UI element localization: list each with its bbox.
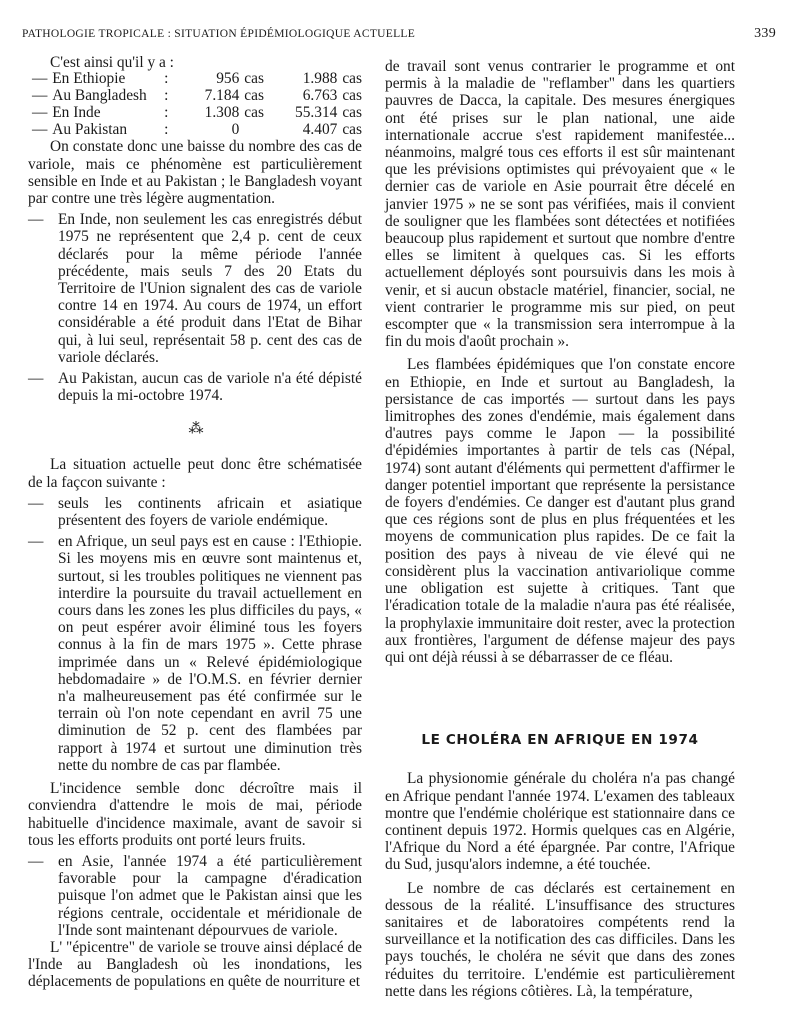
list-item-text: en Afrique, un seul pays est en cause : l'Ethiopie. Si les moyens mis en œuvre sont maintenus et, surtout, si les troubles politiques ne viennent pas interdire la poursuite du travail actuellement en cours dans les zones les plus difficiles du pays, « on peut espérer avoir éliminé tous les foyers connus à la fin de mars 1975 ». Cette phrase imprimée dans un « Relevé épidémiologique hebdomadaire » de l'O.M.S. en février dernier n'a malheureusement pas été confirmée sur le terrain où l'on note cependant en avril 75 une diminution de 52 p. cent des flambées par rapport à 1974 et surtout une diminution très nette du nombre de cas par flambée. bbox=[58, 533, 362, 774]
paragraph-incidence: L'incidence semble donc décroître mais il conviendra d'attendre le mois de mai, période habituelle d'incidence maximale, avant de savoir si tous les efforts produits ont porté leurs fruits. bbox=[28, 780, 362, 849]
stats-cell-dash: — bbox=[32, 103, 48, 121]
stats-cell-colon: : bbox=[164, 87, 169, 104]
paragraph-nombre: Le nombre de cas déclarés est certainement en dessous de la réalité. L'insuffisance des structures sanitaires et de laboratoires compétents rend la surveillance et la notification des cas difficiles. Dans les pays touchés, le choléra ne sévit que dans des zones réduites du territoire. L'endémie est particulièrement nette dans les régions côtières. Là, la température, bbox=[385, 879, 735, 1000]
right-column bbox=[385, 58, 735, 1000]
list-item-pakistan bbox=[28, 370, 362, 404]
paragraph-flambees: Les flambées épidémiques que l'on constate encore en Ethiopie, en Inde et surtout au Bangladesh, la persistance de cas importés — surtout dans les pays limitrophes des zones d'endémie, mais également dans d'autres pays comme le Japon — la possibilité d'épidémies importantes à partir de tels cas (Népal, 1974) sont autant d'éléments qui permettent d'affirmer le danger potentiel important que représente la persistance de foyers d'endémies. Ce danger est d'autant plus grand que ces régions sont de plus en plus fréquentées et les moyens de communication plus rapides. De ce fait la position des pays à niveau de vie élevé qui ne considèrent plus la vaccination antivariolique comme une obligation est sujette à critiques. Tant que l'éradication totale de la maladie n'aura pas été réalisée, la prophylaxie immunitaire doit rester, avec la protection aux frontières, l'argument de défense majeur des pays qui ont déjà réussi à se débarrasser de ce fléau. bbox=[385, 356, 735, 666]
stats-cell-unit-2: cas bbox=[342, 103, 362, 121]
stats-cell-unit-1: cas bbox=[244, 103, 264, 121]
list-dash: — bbox=[28, 211, 44, 229]
paragraph-constate: On constate donc une baisse du nombre des cas de variole, mais ce phénomène est particulièrement sensible en Inde et au Pakistan ; le Bangladesh voyant par contre une très légère augmentation. bbox=[28, 138, 362, 207]
stats-cell-country: En Inde bbox=[52, 103, 101, 121]
stats-cell-value-1: 7.184 bbox=[204, 87, 240, 104]
list-item-continents bbox=[28, 495, 362, 529]
page-number: 339 bbox=[754, 26, 776, 41]
stats-cell-unit-2: cas bbox=[342, 120, 362, 138]
stats-cell-dash: — bbox=[32, 70, 48, 88]
stats-cell-colon: : bbox=[164, 120, 169, 138]
stats-cell-unit-2: cas bbox=[342, 70, 362, 88]
list-item-inde bbox=[28, 211, 362, 366]
list-dash: — bbox=[28, 370, 44, 388]
table-row bbox=[32, 105, 362, 122]
stats-cell-unit-1 bbox=[239, 122, 285, 139]
stats-cell-colon: : bbox=[164, 70, 169, 88]
stats-cell-unit-2: cas bbox=[342, 87, 362, 104]
stats-cell-unit-1: cas bbox=[244, 87, 264, 104]
list-item-asie bbox=[28, 853, 362, 939]
stats-cell-value-1: 956 bbox=[216, 70, 240, 88]
table-row bbox=[32, 71, 362, 88]
list-item-text: En Inde, non seulement les cas enregistrés début 1975 ne représentent que 2,4 p. cent de ceux déclarés pour la même période l'année précédente, mais seuls 7 des 20 Etats du Territoire de l'Union signalent des cas de variole contre 14 en 1974. Au cours de 1974, un effort considérable a été produit dans l'Etat de Bihar qui, à lui seul, représentait 58 p. cent des cas de variole déclarés. bbox=[58, 211, 362, 366]
stats-intro: C'est ainsi qu'il y a : bbox=[50, 54, 174, 71]
table-row bbox=[32, 122, 362, 139]
left-column bbox=[28, 54, 362, 991]
stats-cell-country: Au Pakistan bbox=[52, 120, 128, 138]
stats-cell-country: Au Bangladesh bbox=[52, 87, 147, 104]
running-head bbox=[22, 26, 776, 42]
paragraph-situation: La situation actuelle peut donc être schématisée de la façcon suivante : bbox=[28, 456, 362, 491]
smallpox-cases-table bbox=[32, 71, 362, 138]
stats-cell-value-1: 1.308 bbox=[204, 103, 240, 121]
stats-cell-value-2: 55.314 bbox=[295, 103, 338, 121]
list-dash: — bbox=[28, 494, 44, 512]
stats-cell-dash: — bbox=[32, 87, 48, 104]
running-title: PATHOLOGIE TROPICALE : SITUATION ÉPIDÉMIOLOGIQUE ACTUELLE bbox=[22, 28, 416, 40]
stats-cell-dash: — bbox=[32, 120, 48, 138]
stats-cell-value-1: 0 bbox=[231, 120, 240, 138]
paragraph-physionomie: La physionomie générale du choléra n'a pas changé en Afrique pendant l'année 1974. L'examen des tableaux montre que l'endémie cholérique est stationnaire dans ce continent depuis 1972. Hormis quelques cas en Algérie, l'Afrique du Nord a été épargnée. Par contre, l'Afrique du Sud, jusqu'alors indemne, a été touchée. bbox=[385, 770, 735, 874]
table-row bbox=[32, 88, 362, 105]
paragraph-epicentre: L' "épicentre" de variole se trouve ainsi déplacé de l'Inde au Bangladesh où les inondations, les déplacements de populations en quête de nourriture et bbox=[28, 938, 362, 991]
asterism-separator: ⁂ bbox=[188, 421, 202, 438]
list-item-afrique bbox=[28, 533, 362, 774]
list-item-text: Au Pakistan, aucun cas de variole n'a été dépisté depuis la mi-octobre 1974. bbox=[58, 370, 362, 405]
list-item-text: seuls les continents africain et asiatique présentent des foyers de variole endémique. bbox=[58, 494, 362, 530]
paragraph-continuation: de travail sont venus contrarier le programme et ont permis à la maladie de "reflamber" dans les quartiers pauvres de Dacca, la capitale. Des mesures énergiques ont été prises sur le plan national, une aide internationale accrue s'est rapidement manifestée... néanmoins, malgré tous ces efforts il est sûr maintenant que les prévisions optimistes qui prévoyaient que « le dernier cas de variole en Asie pourrait être décelé en janvier 1975 » ne se sont pas vérifiées, mais il convient de souligner que les flambées sont détectées et notifiées beaucoup plus rapidement et surtout que nombre d'entre elles se limitent à quelques cas. Si les efforts actuellement déployés sont poursuivis dans les mois à venir, et si aucun obstacle matériel, financier, social, ne vient contrarier le programme mis sur pied, on peut escompter que « la transmission sera interrompue à la fin du mois d'août prochain ». bbox=[385, 58, 735, 351]
stats-cell-value-2: 1.988 bbox=[302, 70, 338, 88]
list-dash: — bbox=[28, 852, 44, 870]
list-item-text: en Asie, l'année 1974 a été particulièrement favorable pour la campagne d'éradication puisque l'on admet que le Pakistan ainsi que les régions centrale, occidentale et méridionale de l'Inde sont maintenant dépourvues de variole. bbox=[58, 852, 362, 939]
stats-cell-unit-1: cas bbox=[244, 70, 264, 88]
stats-cell-country: En Ethiopie bbox=[52, 70, 126, 88]
stats-cell-value-2: 4.407 bbox=[302, 120, 338, 138]
list-dash: — bbox=[28, 533, 44, 551]
section-title-cholera: LE CHOLÉRA EN AFRIQUE EN 1974 bbox=[421, 732, 699, 749]
stats-cell-colon: : bbox=[164, 103, 169, 121]
stats-cell-value-2: 6.763 bbox=[302, 87, 338, 104]
